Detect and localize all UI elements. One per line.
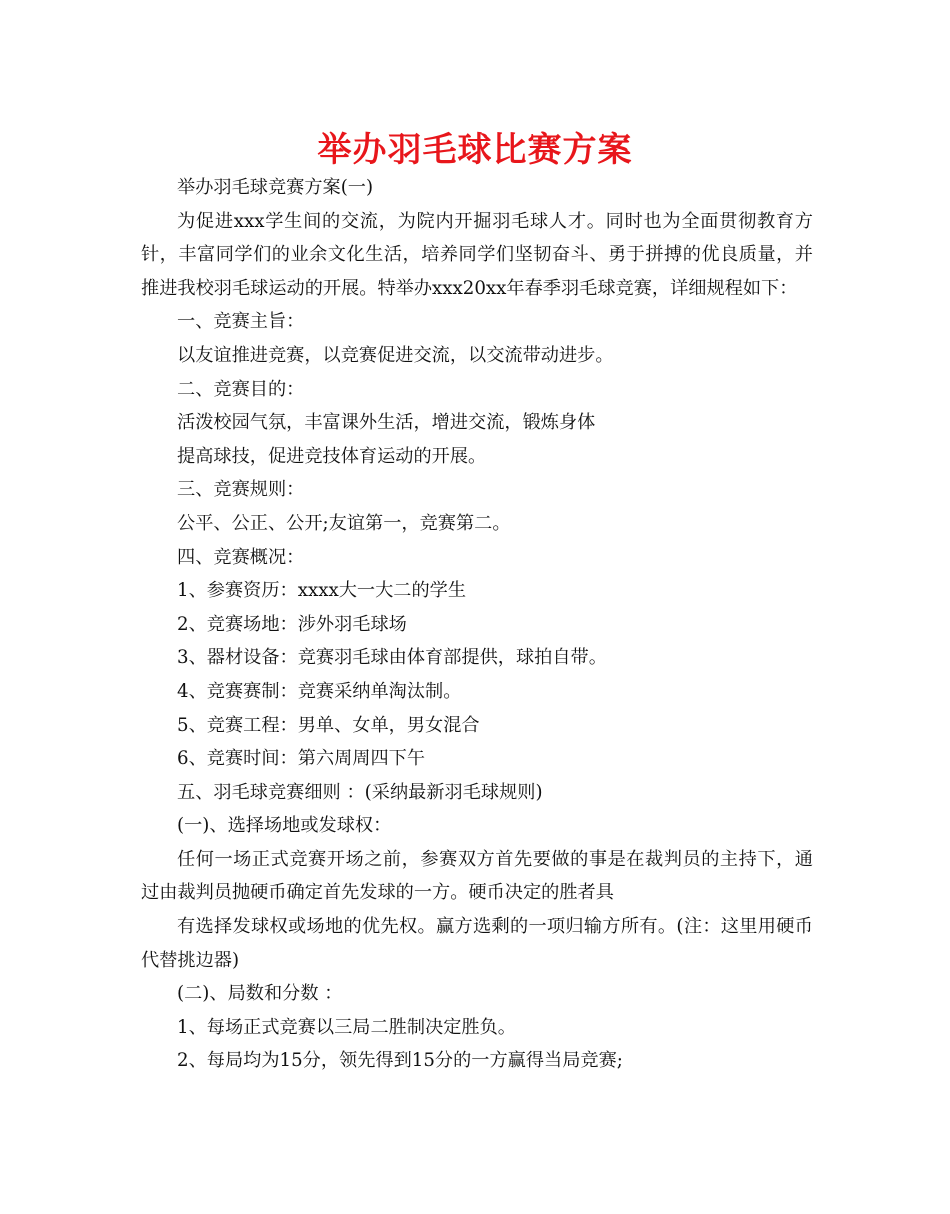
document-body	[141, 171, 813, 1078]
paragraph: 3、器材设备：竞赛羽毛球由体育部提供，球拍自带。	[177, 647, 607, 669]
paragraph: 为促进xxx学生间的交流，为院内开掘羽毛球人才。同时也为全面贯彻教育方针，丰富同学们的业余文化生活，培养同学们坚韧奋斗、勇于拼搏的优良质量，并推进我校羽毛球运动的开展。特举办xxx20xx年春季羽毛球竞赛，详细规程如下：	[141, 210, 813, 299]
paragraph: (一)、选择场地或发球权：	[177, 815, 392, 837]
paragraph: 以友谊推进竞赛，以竞赛促进交流，以交流带动进步。	[177, 344, 614, 366]
paragraph: 2、竞赛场地：涉外羽毛球场	[177, 613, 407, 635]
paragraph: 五、羽毛球竞赛细则 ：(采纳最新羽毛球规则)	[177, 781, 543, 803]
paragraph: 一、竞赛主旨：	[177, 311, 305, 333]
paragraph: 活泼校园气氛，丰富课外生活，增进交流，锻炼身体	[177, 412, 596, 434]
paragraph: 四、竞赛概况：	[177, 546, 305, 568]
paragraph: 提高球技，促进竞技体育运动的开展。	[177, 445, 487, 467]
paragraph: 6、竞赛时间：第六周周四下午	[177, 748, 426, 770]
paragraph: 举办羽毛球竞赛方案(一)	[177, 177, 374, 198]
paragraph: 1、参赛资历：xxxx大一大二的学生	[177, 580, 467, 602]
paragraph: 公平、公正、公开;友谊第一，竞赛第二。	[177, 512, 511, 534]
paragraph: 有选择发球权或场地的优先权。赢方选剩的一项归输方所有。(注：这里用硬币代替挑边器)	[141, 916, 813, 971]
paragraph: 2、每局均为15分，领先得到15分的一方赢得当局竞赛;	[177, 1050, 623, 1072]
document-title: 举办羽毛球比赛方案	[317, 130, 633, 170]
paragraph: 任何一场正式竞赛开场之前，参赛双方首先要做的事是在裁判员的主持下，通过由裁判员抛硬币确定首先发球的一方。硬币决定的胜者具	[141, 848, 813, 904]
paragraph: 二、竞赛目的：	[177, 378, 305, 400]
paragraph: 三、竞赛规则：	[177, 479, 305, 501]
paragraph: 1、每场正式竞赛以三局二胜制决定胜负。	[177, 1016, 516, 1038]
paragraph: 5、竞赛工程：男单、女单，男女混合	[177, 714, 480, 736]
paragraph: 4、竞赛赛制：竞赛采纳单淘汰制。	[177, 680, 462, 702]
paragraph: (二)、局数和分数 ：	[177, 983, 343, 1005]
